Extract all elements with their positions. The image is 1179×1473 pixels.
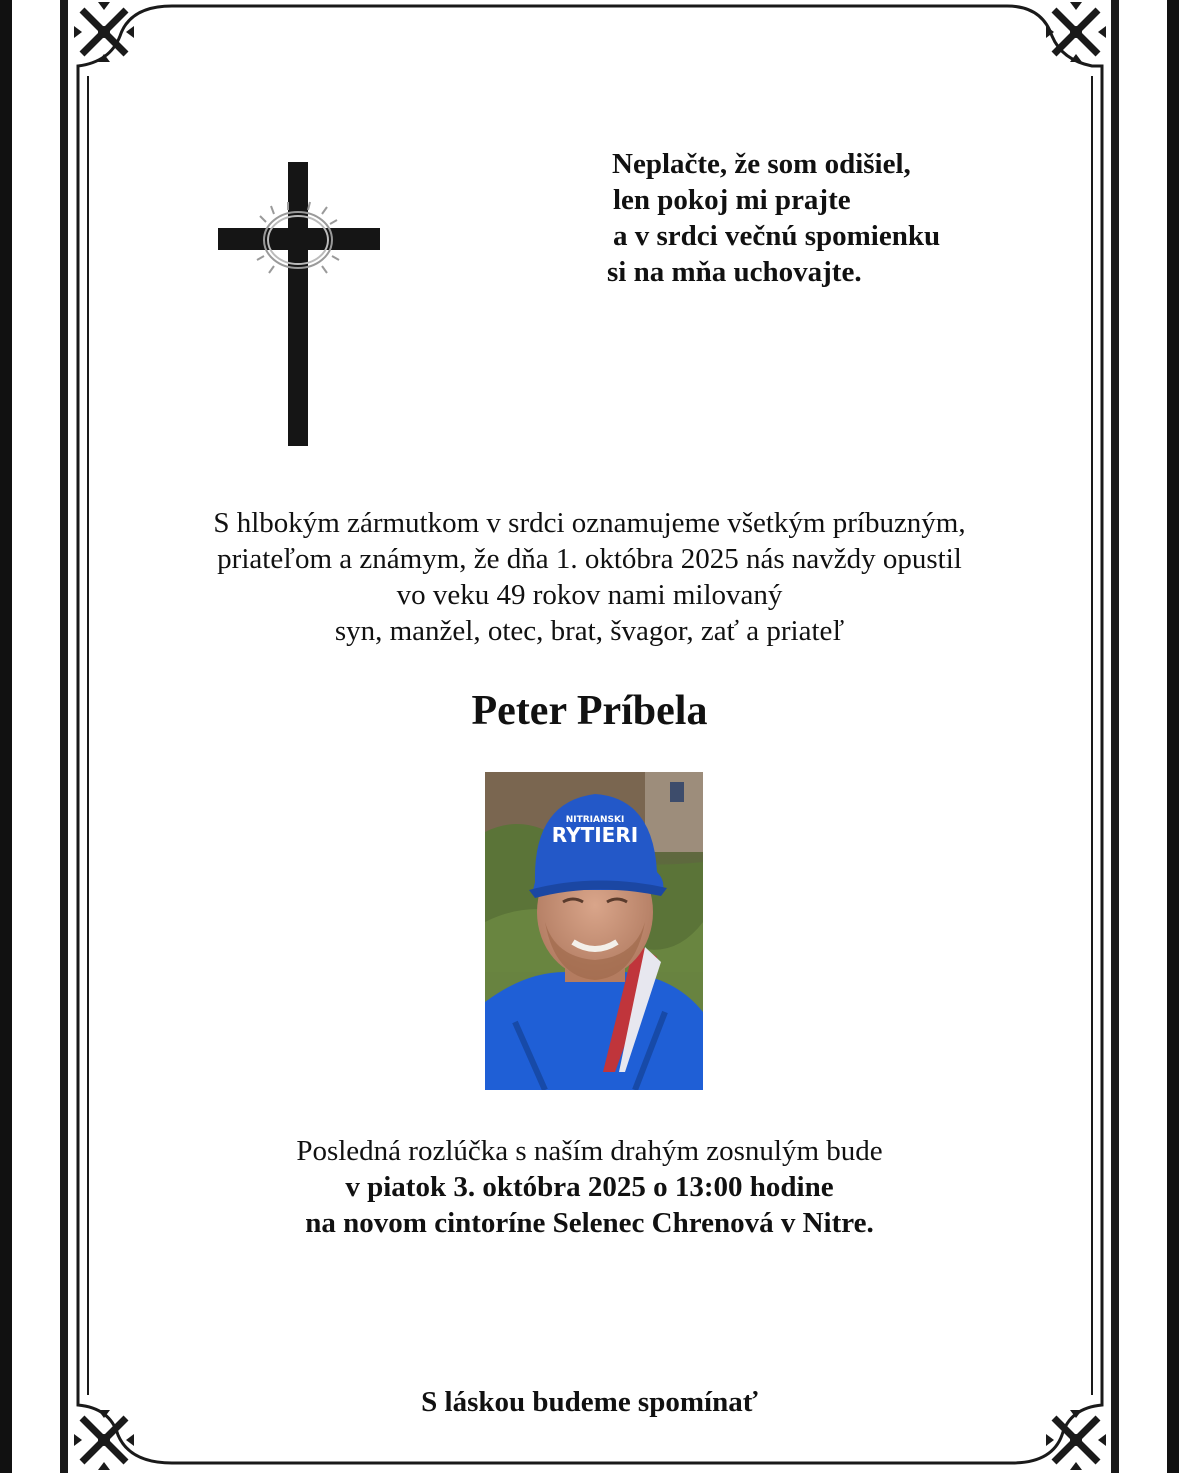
memorial-poem <box>607 146 1027 290</box>
deceased-photo <box>485 772 703 1090</box>
funeral-details <box>12 1133 1167 1241</box>
ceremony-date-time: v piatok 3. októbra 2025 o 13:00 hodine <box>345 1171 834 1203</box>
announcement-line: syn, manžel, otec, brat, švagor, zať a priateľ <box>334 615 845 647</box>
announcement-line: priateľom a známym, že dňa 1. októbra 2025 nás navždy opustil <box>217 543 962 575</box>
ceremony-place: na novom cintoríne Selenec Chrenová v Nitre. <box>305 1207 874 1239</box>
poem-line: Neplačte, že som odišiel, <box>612 148 911 180</box>
closing-line: S láskou budeme spomínať <box>421 1386 758 1418</box>
deceased-name: Peter Príbela <box>471 688 708 734</box>
poem-line: len pokoj mi prajte <box>613 184 851 216</box>
poem-line: a v srdci večnú spomienku <box>613 220 941 252</box>
announcement-line: S hlbokým zármutkom v srdci oznamujeme všetkým príbuzným, <box>213 507 966 539</box>
ceremony-intro: Posledná rozlúčka s naším drahým zosnulým bude <box>296 1135 883 1167</box>
obituary-page <box>12 0 1167 1473</box>
cap-text: RYTIERI <box>551 823 639 847</box>
death-announcement <box>12 505 1167 649</box>
announcement-line: vo veku 49 rokov nami milovaný <box>396 579 783 611</box>
cross-icon <box>212 158 382 448</box>
poem-line: si na mňa uchovajte. <box>607 256 862 288</box>
cap-subtext: NITRIANSKI <box>565 815 625 825</box>
